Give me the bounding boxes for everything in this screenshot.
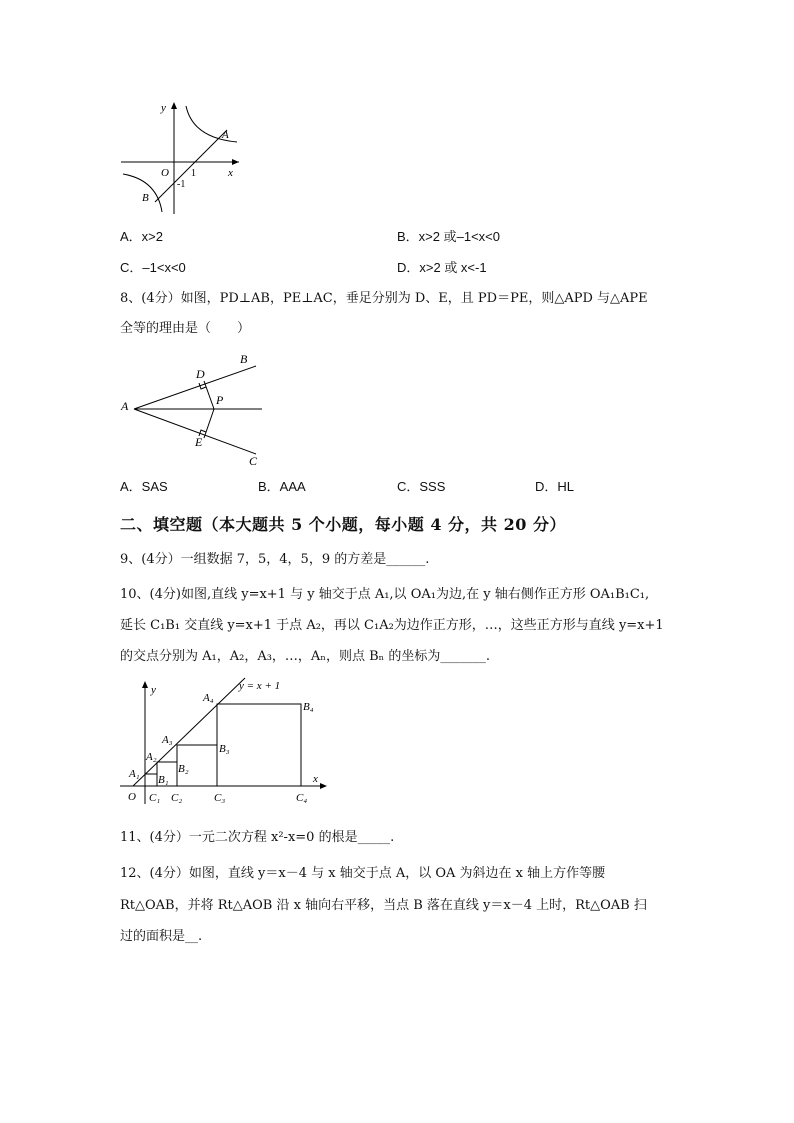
option-key: D． xyxy=(397,260,420,275)
q10-stem-line3: 的交点分别为 A₁，A₂，A₃，…，Aₙ，则点 Bₙ 的坐标为_______. xyxy=(120,649,491,664)
label-C3: C₃ xyxy=(214,792,226,804)
option-key: B． xyxy=(397,229,419,244)
label-E: E xyxy=(195,435,203,449)
option-key: A． xyxy=(120,479,142,494)
label-C2: C₂ xyxy=(171,792,183,804)
straight-line xyxy=(155,130,227,202)
label-B3: B₃ xyxy=(219,743,230,755)
option-text: AAA xyxy=(279,479,306,494)
label-A: A xyxy=(222,129,229,141)
q12-stem-line1: 12、(4分）如图，直线 y＝x－4 与 x 轴交于点 A，以 OA 为斜边在 x 轴上方作等腰 xyxy=(120,866,606,881)
label-x: x xyxy=(313,773,318,785)
label-C1: C₁ xyxy=(149,792,161,804)
label-A1: A₁ xyxy=(129,768,140,780)
label-A2: A₂ xyxy=(146,751,157,763)
segment-PE xyxy=(204,409,214,438)
q8-option-d[interactable] xyxy=(535,479,574,495)
q8-option-c[interactable] xyxy=(397,479,445,495)
q7-option-a[interactable] xyxy=(120,229,163,245)
hyperbola-line-figure xyxy=(115,98,245,218)
label-y: y xyxy=(161,102,166,114)
q11-stem: 11、(4分）一元二次方程 x²-x=0 的根是_____. xyxy=(120,830,395,845)
segment-PD xyxy=(204,381,214,409)
label-A3: A₃ xyxy=(162,734,173,746)
q7-option-b[interactable] xyxy=(397,229,500,245)
q10-stem-line1: 10、(4分)如图,直线 y=x+1 与 y 轴交于点 A₁,以 OA₁为边,在 y 轴右侧作正方形 OA₁B₁C₁, xyxy=(120,587,650,602)
x-axis-arrow xyxy=(320,783,327,789)
q8-stem-line2: 全等的理由是（ ） xyxy=(120,321,251,336)
label-y: y xyxy=(151,684,156,696)
x-axis-arrow xyxy=(232,159,239,165)
label-B: B xyxy=(240,352,248,366)
option-key: C． xyxy=(120,260,143,275)
option-text: x>2 xyxy=(141,229,163,244)
label-A4: A₄ xyxy=(203,692,214,704)
label-B2: B₂ xyxy=(178,763,189,775)
label-A: A xyxy=(121,399,129,413)
option-key: A． xyxy=(120,229,142,244)
q8-stem-line1: 8、(4分）如图，PD⊥AB，PE⊥AC，垂足分别为 D、E，且 PD＝PE，则△APD 与△APE xyxy=(120,291,648,306)
label-C4: C₄ xyxy=(296,792,308,804)
label-B: B xyxy=(142,192,149,204)
label-B1: B₁ xyxy=(158,774,169,786)
q8-option-b[interactable] xyxy=(258,479,306,495)
label-C: C xyxy=(249,454,258,468)
option-key: B． xyxy=(258,479,280,494)
option-text: x>2 或–1<x<0 xyxy=(418,229,500,244)
option-key: D． xyxy=(535,479,558,494)
angle-bisector-figure xyxy=(118,350,268,468)
q9-stem: 9、(4分）一组数据 7，5，4，5，9 的方差是______. xyxy=(120,552,430,567)
ray-AB xyxy=(134,366,256,409)
y-axis-arrow xyxy=(171,102,177,109)
option-text: HL xyxy=(557,479,575,494)
q12-stem-line2: Rt△OAB，并将 Rt△AOB 沿 x 轴向右平移，当点 B 落在直线 y＝x－4 上时，Rt△OAB 扫 xyxy=(120,898,647,913)
line-label: y = x + 1 xyxy=(239,680,281,692)
option-text: SSS xyxy=(419,479,446,494)
squares-figure xyxy=(115,676,335,808)
q7-option-c[interactable] xyxy=(120,260,186,276)
q10-stem-line2: 延长 C₁B₁ 交直线 y=x+1 于点 A₂，再以 C₁A₂为边作正方形，…，这些正方形与直线 y=x+1 xyxy=(120,618,664,633)
option-key: C． xyxy=(397,479,420,494)
label-O: O xyxy=(128,791,136,803)
option-text: x>2 或 x<-1 xyxy=(419,260,487,275)
q7-option-d[interactable] xyxy=(397,260,487,276)
line-y-eq-x-plus-1 xyxy=(133,678,245,786)
label-B4: B₄ xyxy=(303,701,314,713)
q8-option-a[interactable] xyxy=(120,479,168,495)
label-D: D xyxy=(196,367,205,381)
hyperbola-branch-upper xyxy=(186,106,237,142)
label-neg-one: -1 xyxy=(177,179,186,190)
option-text: SAS xyxy=(141,479,168,494)
option-text: –1<x<0 xyxy=(142,260,186,275)
label-P: P xyxy=(216,393,224,407)
section-title: 二、填空题（本大题共 5 个小题，每小题 4 分，共 20 分） xyxy=(120,515,566,534)
label-origin: O xyxy=(161,167,169,179)
label-x: x xyxy=(228,167,233,179)
label-one: 1 xyxy=(191,168,196,179)
q12-stem-line3: 过的面积是__. xyxy=(120,929,203,944)
y-axis-arrow xyxy=(142,681,148,688)
square-4 xyxy=(217,704,301,786)
square-1 xyxy=(145,774,157,786)
